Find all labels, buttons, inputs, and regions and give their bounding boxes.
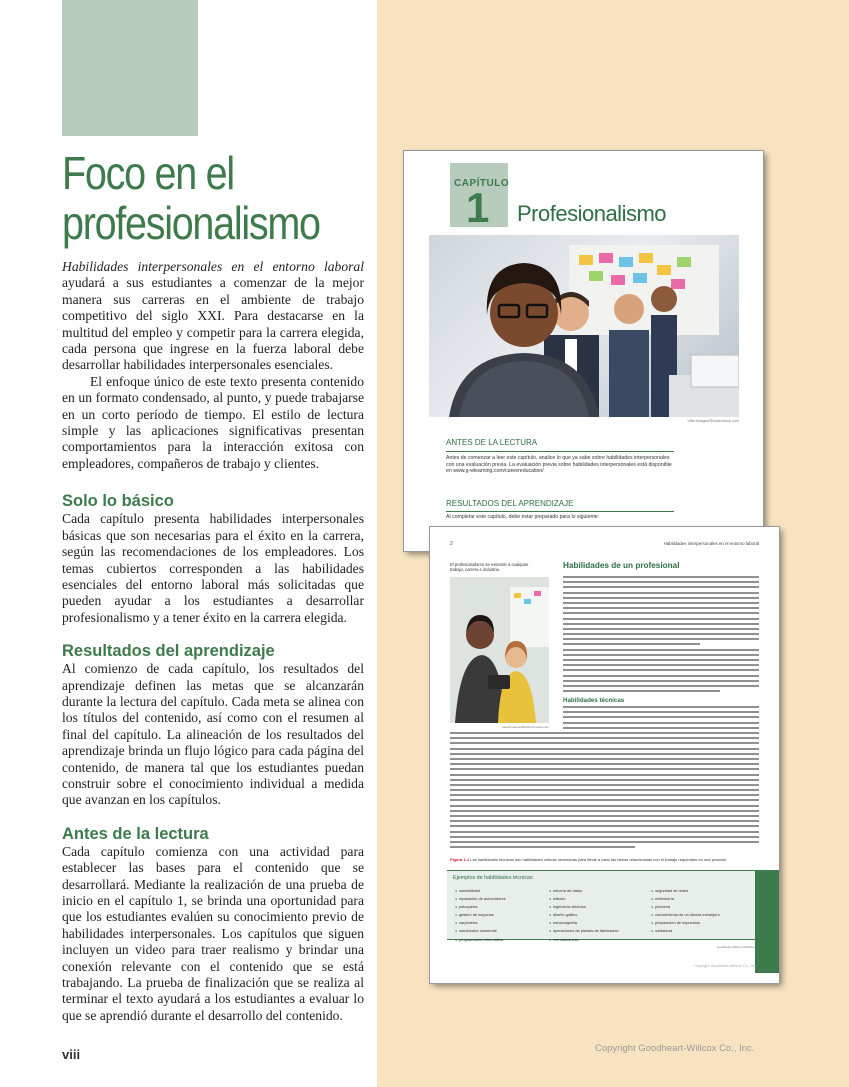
antes-rule <box>446 451 674 452</box>
skill-item: ● gestión de negocios <box>455 911 506 919</box>
skill-item: ● mercadotecnia <box>549 936 619 944</box>
skill-item: ● enfermería <box>651 895 720 903</box>
skill-item: ● conocimiento de un idioma extranjero <box>651 911 720 919</box>
skill-item: ● contabilidad <box>455 887 506 895</box>
skills-table-credit: Goodheart-Willcox Publisher <box>716 945 755 949</box>
interior-photo-credit: wavebreakmedia/Shutterstock.com <box>502 725 549 729</box>
antes-heading: ANTES DE LA LECTURA <box>446 438 538 447</box>
skill-item: ● plomería <box>651 903 720 911</box>
skill-item: ● edición <box>549 895 619 903</box>
figure-label: Figura 1-1 <box>450 857 470 862</box>
skill-item: ● peluquería <box>455 903 506 911</box>
page-title: Foco en el profesionalismo <box>62 147 320 249</box>
page-copyright: Copyright Goodheart-Willcox Co., Inc. <box>595 1043 755 1054</box>
margin-caption: El profesionalismo se extiende a cualquier trabajo, carrera e industria. <box>450 562 529 573</box>
chapter-opener-preview <box>404 151 763 551</box>
interior-page-preview <box>430 527 779 983</box>
skill-item: ● seguridad de redes <box>651 887 720 895</box>
chapter-photo <box>429 235 739 417</box>
intro-paragraph-1: Habilidades interpersonales en el entorno laboral ayudará a sus estudiantes a comenzar de la mejor manera sus carreras en el ambiente de trabajo competitivo del siglo XXI. Para destacarse en la multitud del empleo y competir para la carrera elegida, cada persona que ingrese en la fuerza laboral debe desarrollar habilidades interpersonales esenciales. <box>62 259 364 373</box>
body-text-lines-2 <box>563 706 759 732</box>
skill-item: ● diseño gráfico <box>549 911 619 919</box>
intro-paragraph-2: El enfoque único de este texto presenta contenido en un formato condensado, al punto, y puede trabajarse en un corto período de tiempo. El estilo de lectura simple y las aplicaciones significativas presentan comportamientos para la interacción exitosa con empleadores, compañeros de trabajo y clientes. <box>62 373 364 471</box>
skills-column-3 <box>651 887 720 936</box>
figure-caption: Figura 1-1 Las habilidades técnicas son habilidades críticas necesarias para llevar a cabo las tareas relacionadas con el trabajo requeridas en una posición. <box>450 857 728 862</box>
body-text-lines-1 <box>563 576 759 695</box>
page-folio: viii <box>62 1047 81 1062</box>
skills-column-2 <box>549 887 619 944</box>
section-heading-antes-de-la-lectura: Antes de la lectura <box>62 824 209 843</box>
skill-item: ● mecanografía <box>549 919 619 927</box>
antes-text: Antes de comenzar a leer este capítulo, analice lo que ya sabe sobre habilidades interpersonales con una evaluación previa. La evaluación previa sobre habilidades interpersonales está disponible en www.g-wlearning.com/careereducation/ <box>446 455 672 475</box>
interior-heading: Habilidades de un profesional <box>563 561 680 570</box>
section-heading-resultados: Resultados del aprendizaje <box>62 642 275 661</box>
section-heading-solo-lo-basico: Solo lo básico <box>62 492 174 511</box>
interior-photo <box>450 577 549 723</box>
body-text <box>62 259 364 1024</box>
chapter-number: 1 <box>466 184 490 231</box>
preview-page-number: 2 <box>450 541 453 547</box>
section-body-solo-lo-basico: Cada capítulo presenta habilidades interpersonales básicas que son necesarias para el éxito en la carrera, según las recomendaciones de los empleadores. Los temas cubiertos corresponden a las habilidades esenciales del entorno laboral más solicitadas que pueden ayudar a los estudiantes a desarrollar profesionalismo y a tener éxito en la carrera elegida. <box>62 511 364 625</box>
skill-item: ● operaciones de plantas de fabricación <box>549 927 619 935</box>
interior-subheading: Habilidades técnicas <box>563 697 625 704</box>
skill-item: ● programación informática <box>455 936 506 944</box>
skill-item: ● reparación de automotores <box>455 895 506 903</box>
skill-item: ● ingeniería eléctrica <box>549 903 619 911</box>
decorative-green-block <box>62 0 198 136</box>
skills-table-box <box>447 870 755 940</box>
section-body-antes-de-la-lectura: Cada capítulo comienza con una actividad para establecer las bases para el contenido que se desarrollará. Mediante la realización de una prueba de inicio en el capítulo 1, se brinda una oportunidad para que los estudiantes evalúen su conocimiento previo de habilidades interpersonales. Los capítulos que siguen incluyen un video para traer realismo y brindar una conexión relevante con el contenido que se está trabajando. La prueba de finalización que se realiza al terminar el texto ayudará a los estudiantes a evaluar lo que se aprendió durante el desarrollo del contenido. <box>62 843 364 1023</box>
skill-item: ● carpintería <box>455 919 506 927</box>
book-title-italic: Habilidades interpersonales en el entorno laboral <box>62 259 364 274</box>
preview-copyright: Copyright Goodheart-Willcox Co., Inc. <box>693 964 757 968</box>
chapter-label: CAPÍTULO <box>454 178 510 189</box>
preview-running-head: Habilidades interpersonales en el entorno laboral <box>663 541 759 546</box>
skill-item: ● preparación de impuestos <box>651 919 720 927</box>
chapter-title: Profesionalismo <box>517 201 667 226</box>
photo-credit: Viter Images/Shutterstock.com <box>687 419 739 423</box>
skill-item: ● conducción comercial <box>455 927 506 935</box>
skills-column-1 <box>455 887 506 944</box>
section-body-resultados: Al comienzo de cada capítulo, los resultados del aprendizaje definen las metas que se alcanzarán durante la lectura del capítulo. Cada meta se alinea con los títulos del contenido, así como con el resumen al final del capítulo. La alineación de los resultados del aprendizaje brinda un flujo lógico para cada página del contenido, de manera tal que los estudiantes puedan construir sobre el conocimiento individual a medida que avanzan en los capítulos. <box>62 661 364 808</box>
skills-table-title: Ejemplos de habilidades técnicas <box>453 875 533 881</box>
green-side-bar <box>755 870 779 973</box>
resultados-heading: RESULTADOS DEL APRENDIZAJE <box>446 499 574 508</box>
resultados-text: Al completar este capítulo, debe estar preparado para lo siguiente: <box>446 514 600 520</box>
body-text-lines-3 <box>450 732 759 851</box>
skill-item: ● minería de datos <box>549 887 619 895</box>
skill-item: ● soldadura <box>651 927 720 935</box>
students-illustration <box>450 577 549 723</box>
resultados-rule <box>446 511 674 512</box>
business-people-illustration <box>429 235 739 417</box>
